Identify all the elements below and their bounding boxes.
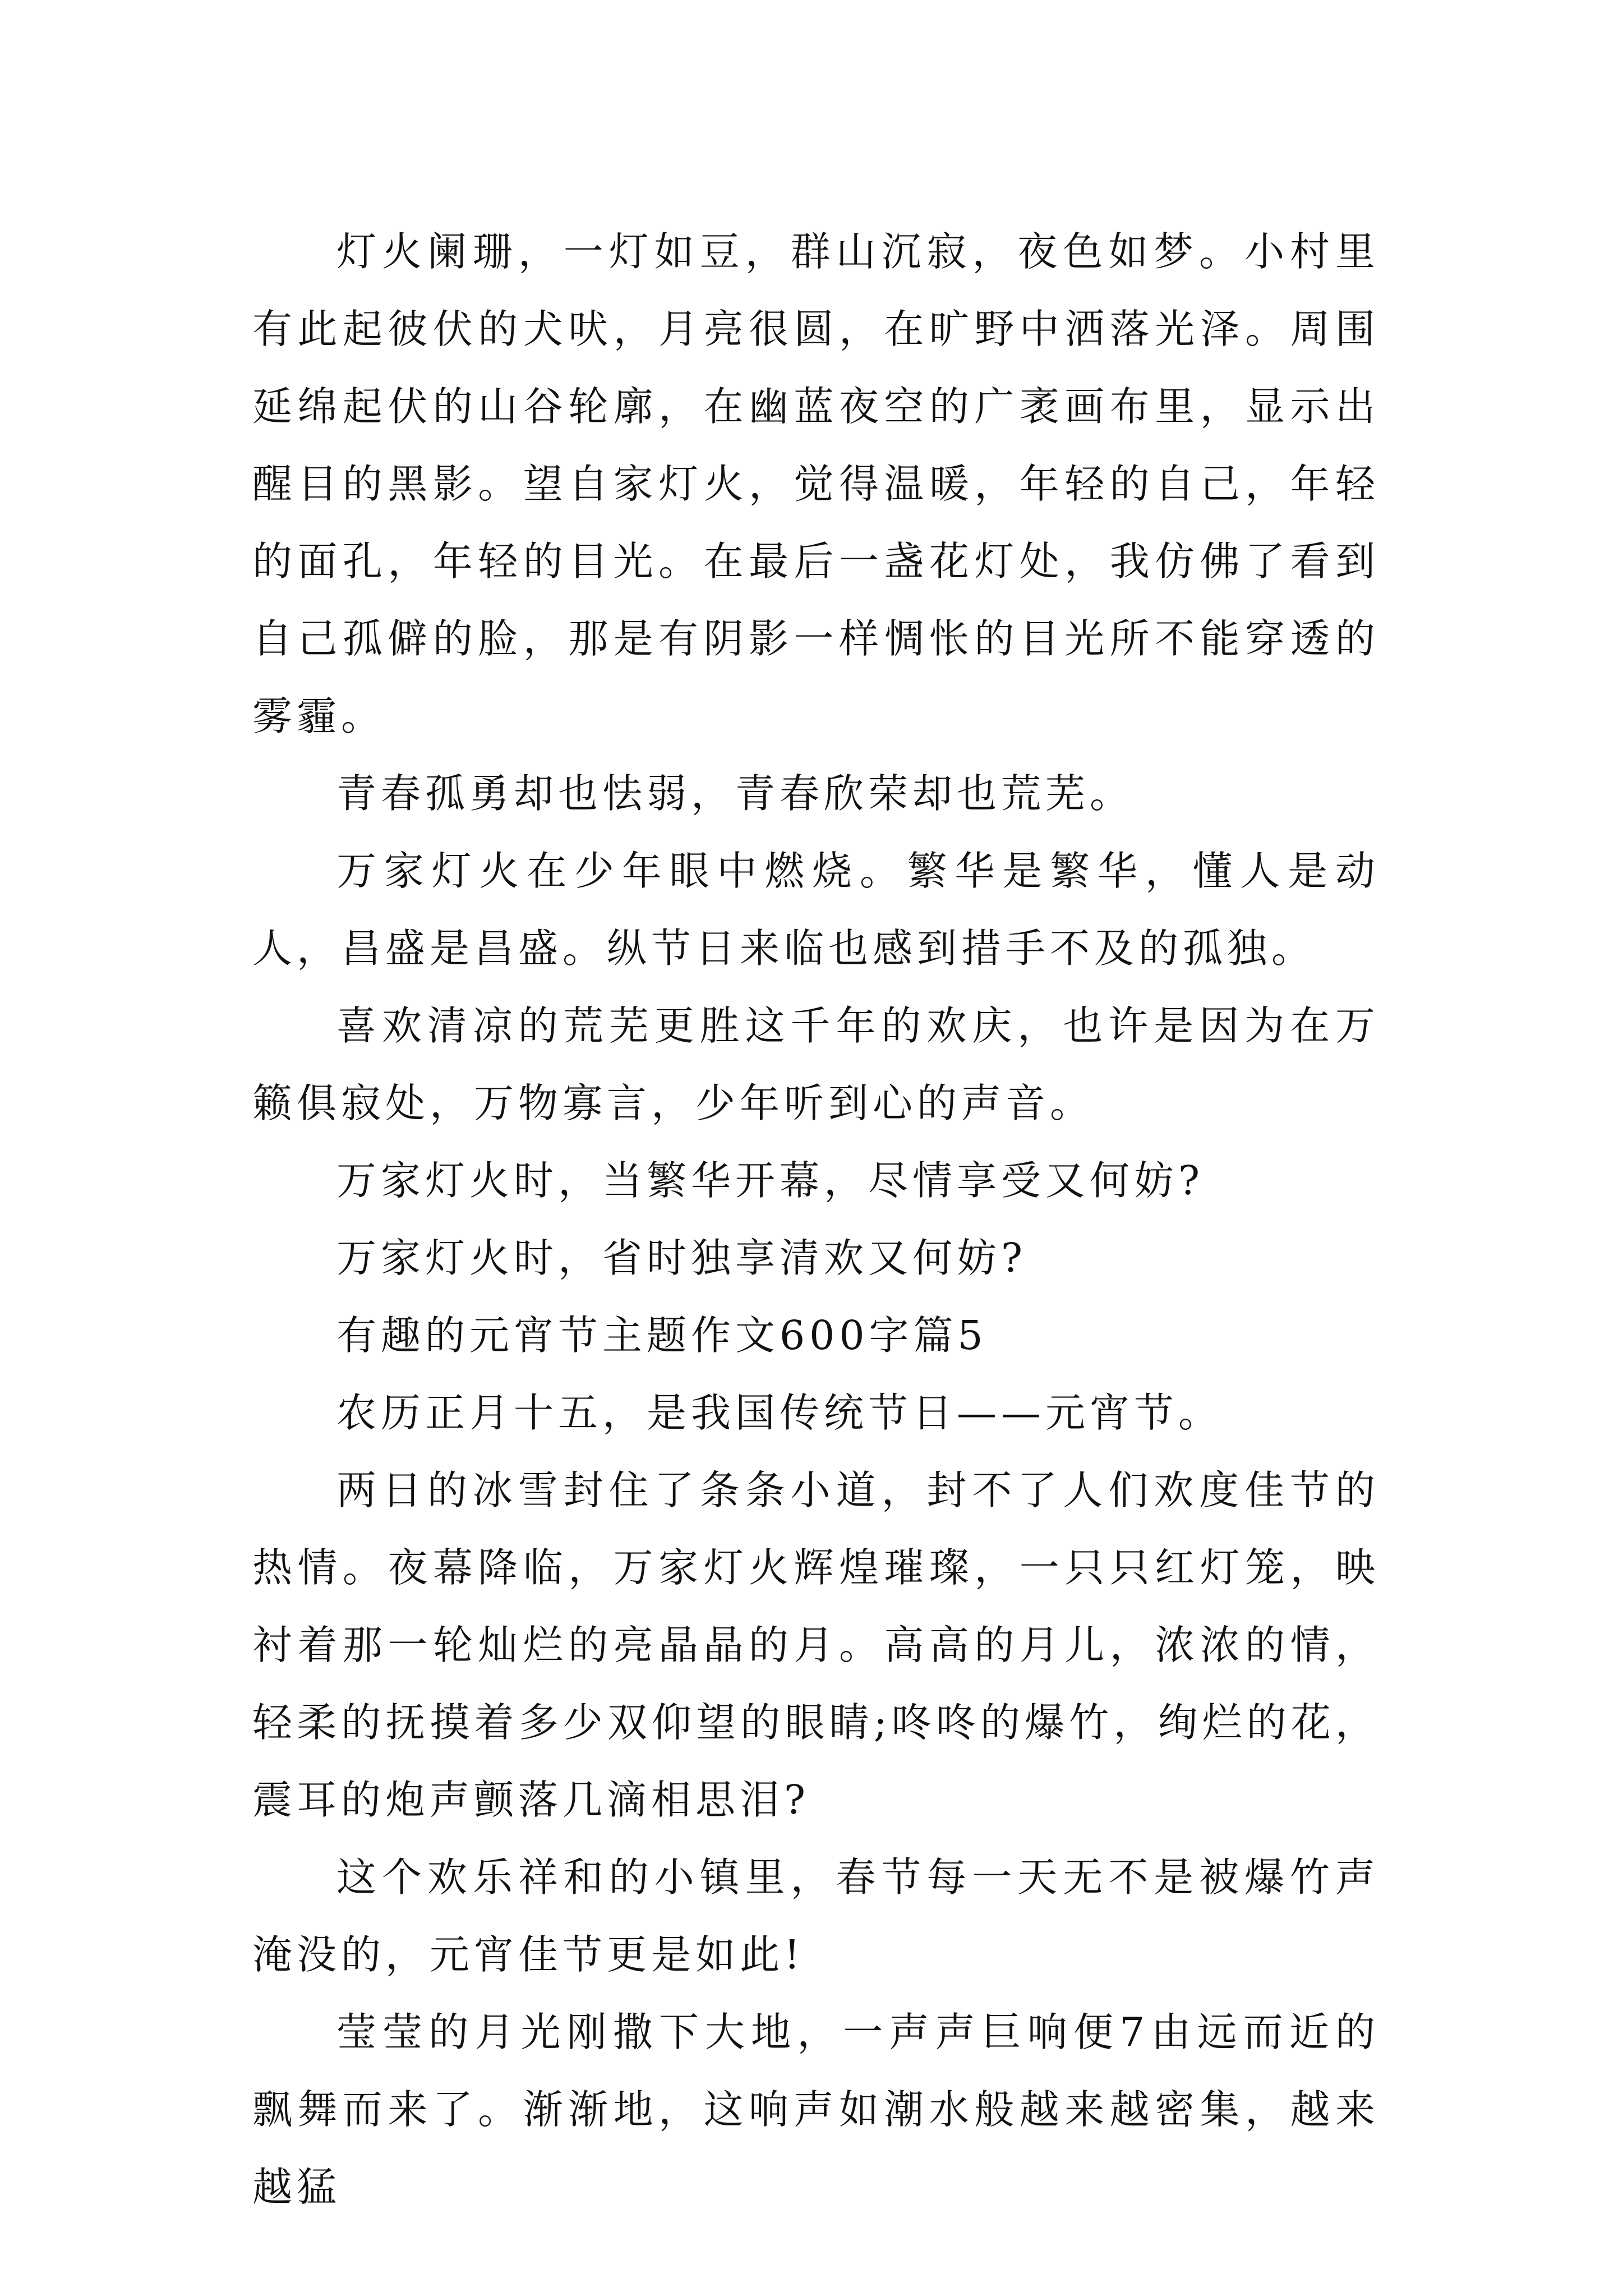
paragraph: 万家灯火在少年眼中燃烧。繁华是繁华，懂人是动人，昌盛是昌盛。纵节日来临也感到措手不及的孤独。	[252, 848, 1380, 972]
paragraph: 喜欢清凉的荒芜更胜这千年的欢庆，也许是因为在万籁俱寂处，万物寡言，少年听到心的声音。	[252, 1002, 1380, 1126]
paragraph: 这个欢乐祥和的小镇里，春节每一天无不是被爆竹声淹没的，元宵佳节更是如此!	[252, 1854, 1380, 1978]
paragraph: 青春孤勇却也怯弱，青春欣荣却也荒芜。	[336, 770, 1135, 817]
paragraph: 两日的冰雪封住了条条小道，封不了人们欢度佳节的热情。夜幕降临，万家灯火辉煌璀璨，一只只红灯笼，映衬着那一轮灿烂的亮晶晶的月。高高的月儿，浓浓的情，轻柔的抚摸着多少双仰望的眼睛;咚咚的爆竹，绚烂的花，震耳的炮声颤落几滴相思泪?	[252, 1467, 1380, 1823]
paragraph: 万家灯火时，省时独享清欢又何妨?	[336, 1235, 1027, 1281]
section-heading: 有趣的元宵节主题作文600字篇5	[336, 1312, 988, 1359]
paragraph: 莹莹的月光刚撒下大地，一声声巨响便7由远而近的飘舞而来了。渐渐地，这响声如潮水般越来越密集，越来越猛	[252, 2009, 1380, 2210]
document-body	[252, 213, 1380, 2226]
paragraph: 灯火阑珊，一灯如豆，群山沉寂，夜色如梦。小村里有此起彼伏的犬吠，月亮很圆，在旷野中洒落光泽。周围延绵起伏的山谷轮廓，在幽蓝夜空的广袤画布里，显示出醒目的黑影。望自家灯火，觉得温暖，年轻的自己，年轻的面孔，年轻的目光。在最后一盏花灯处，我仿佛了看到自己孤僻的脸，那是有阴影一样惆怅的目光所不能穿透的雾霾。	[252, 228, 1380, 739]
paragraph: 万家灯火时，当繁华开幕，尽情享受又何妨?	[336, 1157, 1205, 1204]
paragraph: 农历正月十五，是我国传统节日——元宵节。	[336, 1389, 1223, 1436]
